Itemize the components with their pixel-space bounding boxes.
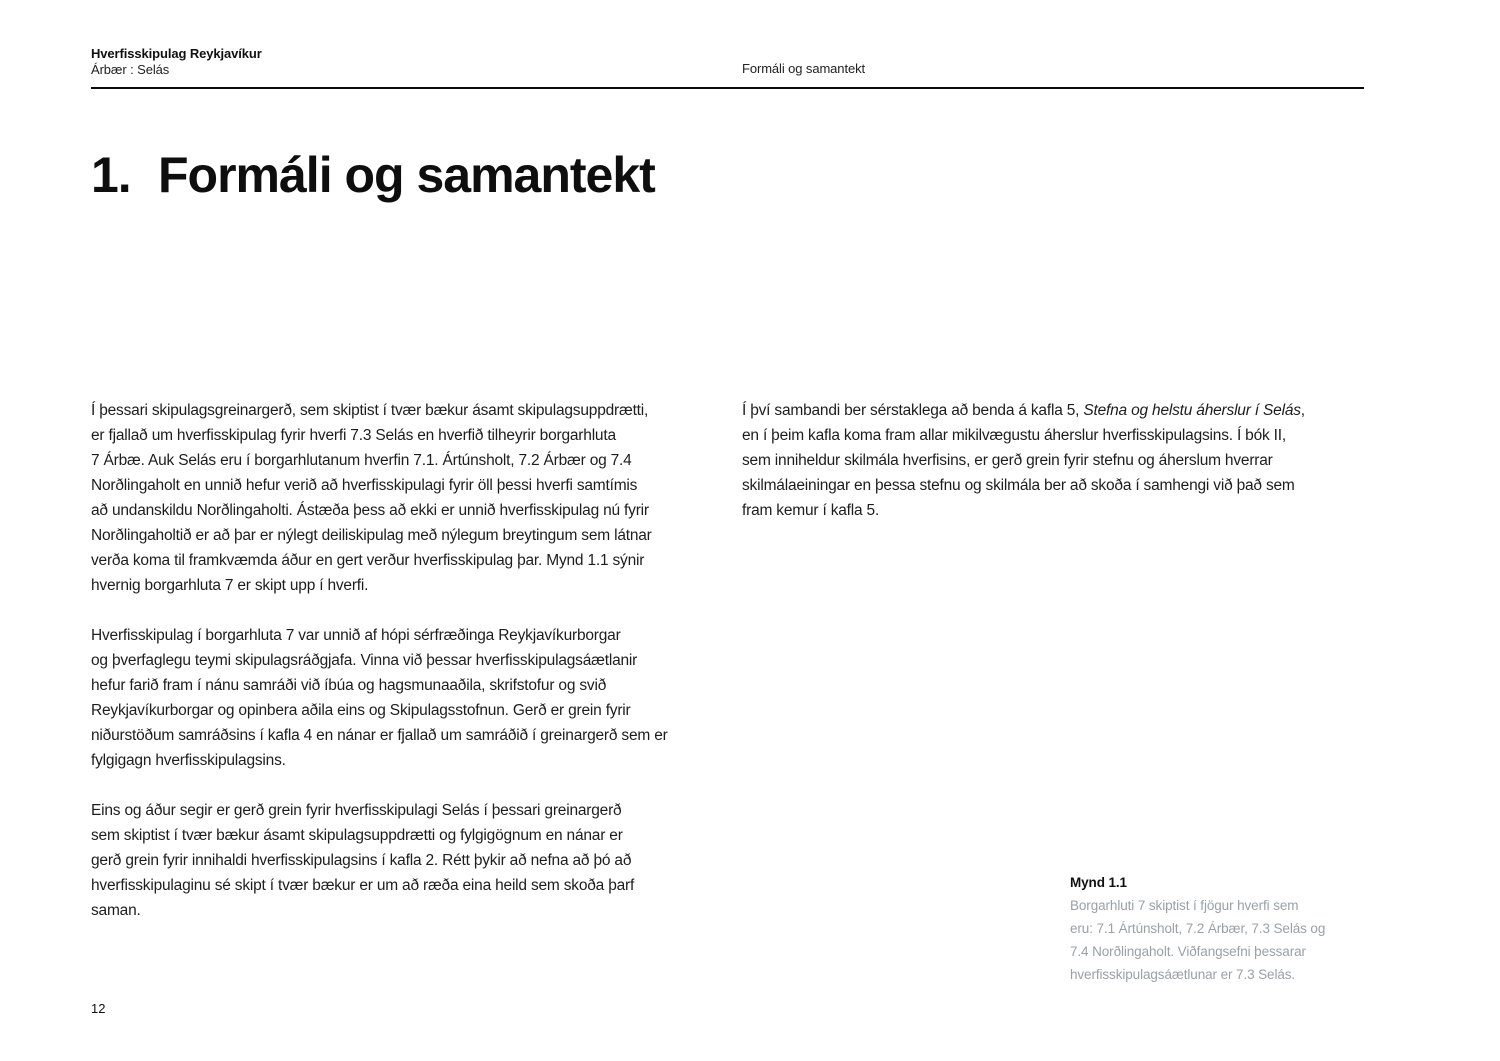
text-line: að undanskildu Norðlingaholti. Ástæða þess að ekki er unnið hverfisskipulag nú fyrir <box>91 502 649 519</box>
header-rule <box>91 87 1364 89</box>
figure-caption-title: Mynd 1.1 <box>1070 875 1127 890</box>
right-text-column <box>742 398 1364 523</box>
running-header-left <box>91 46 262 78</box>
running-header-subtitle: Árbær : Selás <box>91 62 170 77</box>
text-line: hverfisskipulaginu sé skipt í tvær bækur er um að ræða eina heild sem skoða þarf <box>91 877 635 894</box>
text-line: fram kemur í kafla 5. <box>742 502 880 519</box>
text-line: en í þeim kafla koma fram allar mikilvægustu áherslur hverfisskipulagsins. Í bók II, <box>742 427 1287 444</box>
figure-caption-text <box>1070 894 1355 986</box>
text-line: sem skiptist í tvær bækur ásamt skipulagsuppdrætti og fylgigögnum en nánar er <box>91 827 623 844</box>
text-line: Borgarhluti 7 skiptist í fjögur hverfi sem <box>1070 898 1299 913</box>
chapter-title: Formáli og samantekt <box>158 147 655 203</box>
text-line: er fjallað um hverfisskipulag fyrir hverfi 7.3 Selás en hverfið tilheyrir borgarhluta <box>91 427 616 444</box>
text-line: hefur farið fram í nánu samráði við íbúa og hagsmunaaðila, skrifstofur og svið <box>91 677 607 694</box>
text-line: Reykjavíkurborgar og opinbera aðila eins og Skipulagsstofnun. Gerð er grein fyrir <box>91 702 631 719</box>
text-line: hverfisskipulagsáætlunar er 7.3 Selás. <box>1070 967 1296 982</box>
text-line: saman. <box>91 902 141 919</box>
text-line: Hverfisskipulag í borgarhluta 7 var unnið af hópi sérfræðinga Reykjavíkurborgar <box>91 627 621 644</box>
paragraph-2 <box>91 623 711 773</box>
chapter-heading <box>91 149 655 201</box>
running-header-title: Hverfisskipulag Reykjavíkur <box>91 46 262 61</box>
text-line: Eins og áður segir er gerð grein fyrir hverfisskipulagi Selás í þessari greinargerð <box>91 802 622 819</box>
figure-caption <box>1070 871 1355 986</box>
text-line: fylgigagn hverfisskipulagsins. <box>91 752 286 769</box>
page-number: 12 <box>91 1001 106 1016</box>
text-line: eru: 7.1 Ártúnsholt, 7.2 Árbær, 7.3 Selás og <box>1070 921 1326 936</box>
text-line: sem inniheldur skilmála hverfisins, er gerð grein fyrir stefnu og áherslum hverrar <box>742 452 1273 469</box>
text-line: hvernig borgarhluta 7 er skipt upp í hverfi. <box>91 577 369 594</box>
text-line: Í því sambandi ber sérstaklega að benda á kafla 5, Stefna og helstu áherslur í Selás, <box>742 402 1305 419</box>
paragraph-4 <box>742 398 1364 523</box>
text-line: gerð grein fyrir innihaldi hverfisskipulagsins í kafla 2. Rétt þykir að nefna að þó að <box>91 852 632 869</box>
chapter-number: 1. <box>91 147 131 203</box>
text-line: Í þessari skipulagsgreinargerð, sem skiptist í tvær bækur ásamt skipulagsuppdrætti, <box>91 402 649 419</box>
left-text-column <box>91 398 711 923</box>
text-line: 7.4 Norðlingaholt. Viðfangsefni þessarar <box>1070 944 1306 959</box>
running-header-section: Formáli og samantekt <box>742 61 865 76</box>
paragraph-1 <box>91 398 711 598</box>
text-line: niðurstöðum samráðsins í kafla 4 en nánar er fjallað um samráðið í greinargerð sem er <box>91 727 668 744</box>
text-line: verða koma til framkvæmda áður en gert verður hverfisskipulag þar. Mynd 1.1 sýnir <box>91 552 645 569</box>
paragraph-3 <box>91 798 711 923</box>
text-line: og þverfaglegu teymi skipulagsráðgjafa. Vinna við þessar hverfisskipulagsáætlanir <box>91 652 638 669</box>
text-line: 7 Árbæ. Auk Selás eru í borgarhlutanum hverfin 7.1. Ártúnsholt, 7.2 Árbær og 7.4 <box>91 452 632 469</box>
text-line: skilmálaeiningar en þessa stefnu og skilmála ber að skoða í samhengi við það sem <box>742 477 1295 494</box>
text-line: Norðlingaholt en unnið hefur verið að hverfisskipulagi fyrir öll þessi hverfi samtímis <box>91 477 638 494</box>
text-line: Norðlingaholtið er að þar er nýlegt deiliskipulag með nýlegum breytingum sem látnar <box>91 527 652 544</box>
